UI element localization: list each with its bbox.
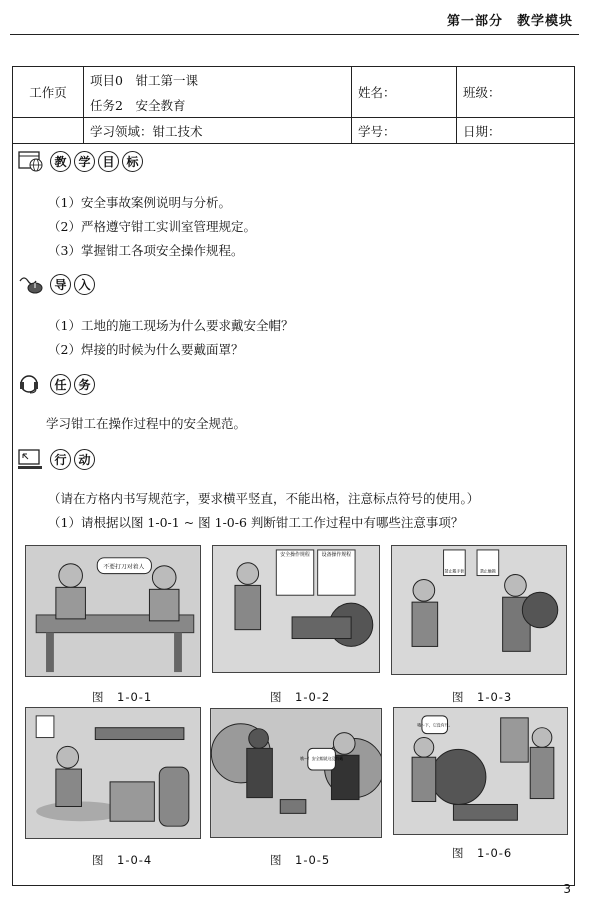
task-cell: 任务2 安全教育 xyxy=(84,92,352,118)
title-char: 任 xyxy=(50,374,71,395)
figure-1-0-5 xyxy=(210,708,382,838)
mouse-cursor-icon xyxy=(18,273,44,295)
running-header: 第一部分 教学模块 xyxy=(446,14,573,29)
intro-section xyxy=(18,273,96,295)
figure-caption: 图 1-0-4 xyxy=(92,853,153,867)
task-text: 学习钳工在操作过程中的安全规范。 xyxy=(46,416,247,431)
intro-title xyxy=(18,273,96,295)
figure-1-0-3 xyxy=(391,545,567,675)
title-char: 标 xyxy=(122,151,143,172)
figure-caption: 图 1-0-3 xyxy=(452,690,513,704)
student-no-field[interactable]: 学号： xyxy=(352,118,457,144)
action-section xyxy=(18,448,96,470)
figure-caption: 图 1-0-2 xyxy=(270,690,331,704)
domain-cell: 学习领域：钳工技术 xyxy=(84,118,352,144)
worksheet-label: 工作页 xyxy=(13,67,84,118)
goals-title xyxy=(18,150,144,172)
sign1-text: 禁止戴手套 xyxy=(444,568,465,574)
title-char: 入 xyxy=(74,274,95,295)
title-char: 动 xyxy=(74,449,95,470)
info-table xyxy=(12,66,575,144)
date-field[interactable]: 日期： xyxy=(457,118,575,144)
action-note: （请在方格内书写规范字，要求横平竖直，不能出格，注意标点符号的使用。） xyxy=(48,491,480,506)
empty-cell xyxy=(13,118,84,144)
project-cell: 项目0 钳工第一课 xyxy=(84,67,352,93)
title-char: 学 xyxy=(74,151,95,172)
intro-item: （1）工地的施工现场为什么要求戴安全帽？ xyxy=(48,318,294,333)
figure-caption: 图 1-0-6 xyxy=(452,846,513,860)
task-section xyxy=(18,373,96,395)
action-title xyxy=(18,448,96,470)
title-char: 目 xyxy=(98,151,119,172)
bubble-text: 哦～！安全帽就这没有戴 xyxy=(300,756,344,762)
task-title xyxy=(18,373,96,395)
board1-text: 安全操作规程 xyxy=(280,551,310,558)
figure-caption: 图 1-0-5 xyxy=(270,853,331,867)
headset-icon xyxy=(18,373,44,395)
title-char: 导 xyxy=(50,274,71,295)
board2-text: 设备操作规程 xyxy=(321,551,352,558)
header-rule xyxy=(10,34,579,35)
monitor-icon xyxy=(18,448,44,470)
title-char: 务 xyxy=(74,374,95,395)
figure-1-0-6 xyxy=(393,707,568,835)
figure-1-0-4 xyxy=(25,707,201,839)
page-number: 3 xyxy=(563,882,571,896)
figure-1-0-2 xyxy=(212,545,380,673)
intro-item: （2）焊接的时候为什么要戴面罩？ xyxy=(48,342,244,357)
title-char: 行 xyxy=(50,449,71,470)
figure-caption: 图 1-0-1 xyxy=(92,690,153,704)
bubble-text: 不要打刀对着人 xyxy=(103,564,145,571)
sign2-text: 禁止触摸 xyxy=(480,568,496,574)
action-question: （1）请根据以图 1-0-1 ~ 图 1-0-6 判断钳工工作过程中有哪些注意事项？ xyxy=(48,515,464,530)
goal-item: （1）安全事故案例说明与分析。 xyxy=(48,195,231,210)
bubble-text: 哦～下，它没有开。 xyxy=(417,722,453,728)
goals-section xyxy=(18,150,144,172)
goal-item: （2）严格遵守钳工实训室管理规定。 xyxy=(48,219,256,234)
class-field[interactable]: 班级： xyxy=(457,67,575,118)
title-char: 教 xyxy=(50,151,71,172)
name-field[interactable]: 姓名： xyxy=(352,67,457,118)
browser-globe-icon xyxy=(18,150,44,172)
figure-1-0-1 xyxy=(25,545,201,677)
goal-item: （3）掌握钳工各项安全操作规程。 xyxy=(48,243,244,258)
